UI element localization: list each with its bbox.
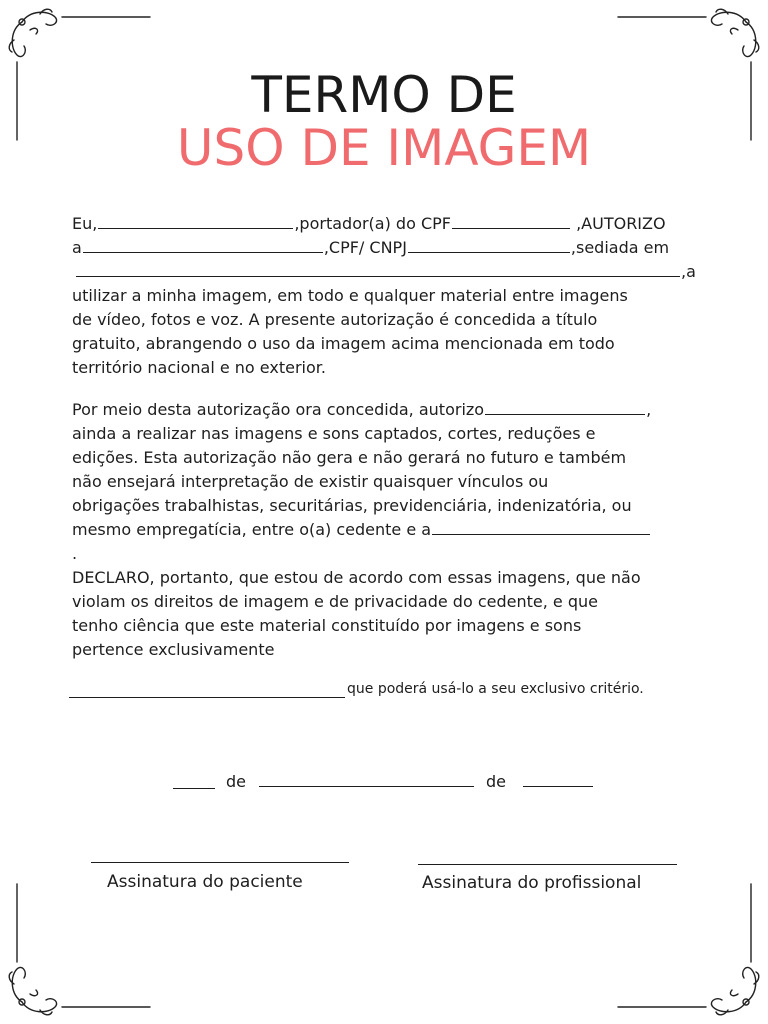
body-line-6: gratuito, abrangendo o uso da imagem acima mencionada em todo	[72, 334, 615, 353]
cessionary-blank[interactable]	[432, 520, 650, 535]
text: ,AUTORIZO	[576, 214, 666, 233]
text: a	[72, 238, 82, 257]
name-blank[interactable]	[98, 214, 293, 229]
cnpj-blank[interactable]	[408, 238, 570, 253]
body-line-5: de vídeo, fotos e voz. A presente autorização é concedida a título	[72, 310, 598, 329]
professional-signature-label: Assinatura do profissional	[422, 873, 642, 893]
p2-line-5: obrigações trabalhistas, securitárias, previdenciária, indenizatória, ou	[72, 496, 632, 515]
p2-line-3: edições. Esta autorização não gera e não gerará no futuro e também	[72, 448, 627, 467]
body-line-1	[72, 212, 712, 236]
corner-ornament-bottom-left	[9, 884, 150, 1015]
p2-line-6	[72, 518, 712, 542]
corner-ornament-bottom-right	[618, 884, 759, 1015]
day-blank[interactable]	[173, 788, 215, 789]
p3-line-3: tenho ciência que este material constituído por imagens e sons	[72, 616, 582, 635]
p3-line-2: violam os direitos de imagem e de privacidade do cedente, e que	[72, 592, 598, 611]
company-blank[interactable]	[83, 238, 323, 253]
p2-line-2: ainda a realizar nas imagens e sons captados, cortes, reduções e	[72, 424, 596, 443]
address-blank[interactable]	[76, 262, 680, 277]
text: ,portador(a) do CPF	[294, 214, 451, 233]
exclusive-owner-blank[interactable]	[69, 697, 345, 698]
authorized-blank[interactable]	[485, 400, 645, 415]
date-de-1: de	[226, 772, 246, 791]
text: ,	[646, 400, 652, 419]
p3-line-1: DECLARO, portanto, que estou de acordo com essas imagens, que não	[72, 568, 641, 587]
patient-signature-line[interactable]	[91, 862, 349, 863]
p2-line-4: não ensejará interpretação de existir quaisquer vínculos ou	[72, 472, 549, 491]
p2-line-7: .	[72, 544, 78, 563]
text: ,CPF/ CNPJ	[323, 238, 407, 257]
cpf-blank[interactable]	[452, 214, 570, 229]
month-blank[interactable]	[259, 786, 474, 787]
document-body	[72, 212, 712, 662]
text: ,a	[681, 262, 696, 281]
exclusive-use-text: que poderá usá-lo a seu exclusivo critério.	[347, 681, 644, 697]
text: ,sediada em	[570, 238, 670, 257]
date-de-2: de	[486, 772, 506, 791]
title-line-1: TERMO DE	[251, 66, 517, 124]
title-line-2: USO DE IMAGEM	[176, 119, 592, 177]
year-blank[interactable]	[523, 786, 593, 787]
body-line-7: território nacional e no exterior.	[72, 358, 326, 377]
body-line-3	[72, 260, 712, 284]
body-line-4: utilizar a minha imagem, em todo e qualquer material entre imagens	[72, 286, 628, 305]
body-line-2	[72, 236, 712, 260]
text: Por meio desta autorização ora concedida, autorizo	[72, 400, 485, 419]
text: mesmo empregatícia, entre o(a) cedente e a	[72, 520, 432, 539]
text: Eu,	[72, 214, 98, 233]
patient-signature-label: Assinatura do paciente	[107, 872, 303, 892]
p3-line-4: pertence exclusivamente	[72, 640, 275, 659]
professional-signature-line[interactable]	[418, 864, 677, 865]
p2-line-1	[72, 398, 712, 422]
